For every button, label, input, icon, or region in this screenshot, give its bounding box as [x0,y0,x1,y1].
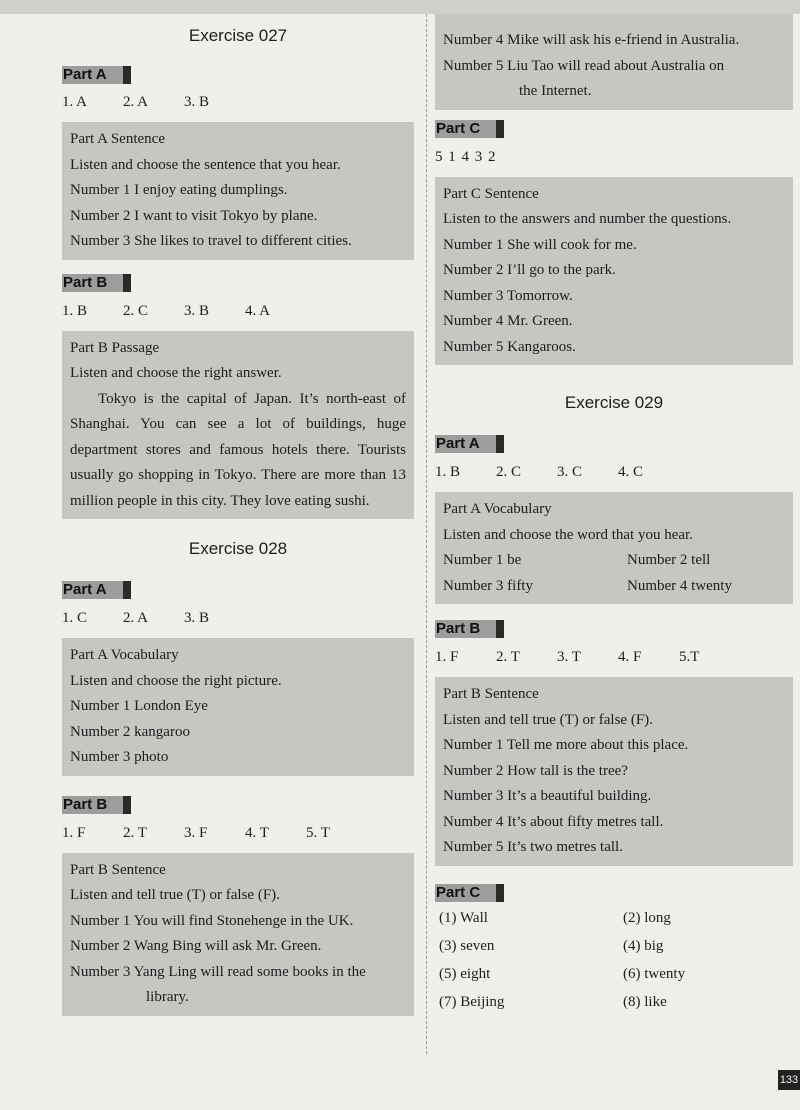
answer: 3. T [557,649,581,665]
answer: (2) long [623,909,671,926]
vocab-word: Number 3 fifty [443,577,533,594]
column-divider [426,14,427,1054]
answer: 1. C [62,610,88,626]
right-column [435,14,793,1016]
ex029-part-b-tag: Part B [435,620,504,638]
transcript-line: Number 2 I want to visit Tokyo by plane. [70,207,318,224]
answer: 3. B [184,94,210,110]
ex028-part-b-transcript-continued [435,14,793,110]
answer: 3. B [184,302,210,319]
transcript-instruction: Listen and choose the right answer. [70,365,282,381]
answer: 1. F [62,824,86,841]
transcript-line: Number 1 She will cook for me. [443,236,637,253]
transcript-heading: Part B Passage [70,339,160,356]
answer: 2. T [123,824,147,841]
vocab-word: Number 4 twenty [627,577,732,594]
transcript-line: Number 3 She likes to travel to different cities. [70,233,352,249]
transcript-line: Number 3 Yang Ling will read some books in the [70,963,366,980]
ex027-part-a-transcript [62,122,414,260]
answer: 5. T [306,824,330,841]
answer: (3) seven [439,937,495,954]
answer: 4. F [618,649,642,665]
ex028-part-c-answers: 5 1 4 3 2 [435,148,497,165]
page-top-edge [0,0,800,14]
passage-paragraph: Tokyo is the capital of Japan. It’s north-east of Shanghai. You can see a lot of buildings, huge department stores and famous hotels there. Tourists usually go shopping in Tokyo. There are more than 13 million people in this city. They love eating sushi. [70,390,406,509]
exercise-028-title: Exercise 028 [188,539,288,558]
ex027-part-b-tag: Part B [62,274,131,292]
ex029-part-a-tag: Part A [435,435,504,453]
transcript-line: Part B Sentence [70,861,166,878]
answer: 2. C [123,302,149,319]
transcript-line: Number 2 kangaroo [70,723,190,740]
transcript-line-continued: library. [146,989,189,1005]
answer: 4. C [618,464,644,480]
transcript-line: Number 3 It’s a beautiful building. [443,788,652,804]
transcript-line: Number 1 Tell me more about this place. [443,737,689,753]
answer: 1. F [435,649,459,665]
answer: (5) eight [439,965,491,982]
ex027-part-b-transcript [62,331,414,520]
ex028-part-c-tag: Part C [435,120,504,138]
answer: (1) Wall [439,909,488,926]
ex029-part-a-transcript [435,492,793,604]
ex027-part-a-tag: Part A [62,66,131,84]
vocab-word: Number 1 be [443,552,522,568]
ex029-part-a-answers [435,462,793,482]
answer: (8) like [623,993,667,1010]
transcript-line: Listen and tell true (T) or false (F). [443,711,653,728]
page-number-badge: 133 [778,1070,800,1090]
answer: (6) twenty [623,965,686,982]
transcript-line: Listen and tell true (T) or false (F). [70,887,280,903]
transcript-line: Part A Sentence [70,131,165,147]
left-column [62,14,414,1016]
passage-text [70,387,406,515]
transcript-line: Number 3 Tomorrow. [443,287,573,304]
ex029-part-c-answers [435,904,793,1016]
transcript-line: Number 4 Mr. Green. [443,313,573,329]
answer: 1. A [62,94,88,110]
answer: 1. B [435,464,461,480]
ex028-part-b-tag: Part B [62,796,131,814]
ex027-part-b-answers [62,301,414,321]
vocab-word-grid [443,548,785,599]
answer: 1. B [62,302,88,319]
transcript-line-continued: the Internet. [519,83,592,99]
ex028-part-b-transcript [62,853,414,1016]
transcript-line: Part C Sentence [443,185,539,202]
transcript-line: Number 2 Wang Bing will ask Mr. Green. [70,938,322,954]
exercise-029-title: Exercise 029 [564,393,664,412]
transcript-line: Listen and choose the right picture. [70,672,282,689]
answer: 2. T [496,649,520,665]
transcript-line: Part A Vocabulary [70,647,179,663]
answer: 2. C [496,464,522,480]
answer: 5.T [679,649,700,665]
transcript-line: Number 5 Liu Tao will read about Australia on [443,57,725,74]
answer: 3. B [184,610,210,626]
transcript-line: Number 5 It’s two metres tall. [443,839,623,855]
ex027-part-a-answers [62,92,414,112]
answer: 2. A [123,610,149,626]
ex028-part-a-tag: Part A [62,581,131,599]
ex029-part-b-transcript [435,677,793,866]
ex029-part-b-answers [435,647,793,667]
transcript-line: Number 1 London Eye [70,698,208,714]
ex028-part-b-answers [62,823,414,843]
answer: 4. T [245,824,269,841]
exercise-027-title: Exercise 027 [188,26,288,45]
ex029-part-c-tag: Part C [435,884,504,902]
vocab-word: Number 2 tell [627,552,711,568]
transcript-line: Listen to the answers and number the questions. [443,211,732,227]
answer: 2. A [123,94,149,110]
ex028-part-a-answers [62,608,414,628]
answer: 3. F [184,824,208,841]
transcript-line: Number 2 How tall is the tree? [443,762,628,779]
transcript-line: Number 2 I’ll go to the park. [443,262,616,278]
transcript-line: Number 1 I enjoy eating dumplings. [70,182,288,198]
answer: (7) Beijing [439,993,505,1010]
transcript-instruction: Listen and choose the word that you hear. [443,526,693,543]
transcript-line: Part B Sentence [443,686,539,702]
answer: 4. A [245,302,271,319]
transcript-line: Listen and choose the sentence that you hear. [70,156,341,173]
ex028-part-a-transcript [62,638,414,776]
transcript-line: Number 1 You will find Stonehenge in the UK. [70,912,354,929]
transcript-line: Number 4 It’s about fifty metres tall. [443,813,664,830]
transcript-line: Number 3 photo [70,749,169,765]
answer: (4) big [623,937,664,954]
ex028-part-c-transcript [435,177,793,366]
transcript-heading: Part A Vocabulary [443,501,552,517]
answer: 3. C [557,464,583,480]
transcript-line: Number 5 Kangaroos. [443,338,576,355]
transcript-line: Number 4 Mike will ask his e-friend in Australia. [443,32,740,48]
